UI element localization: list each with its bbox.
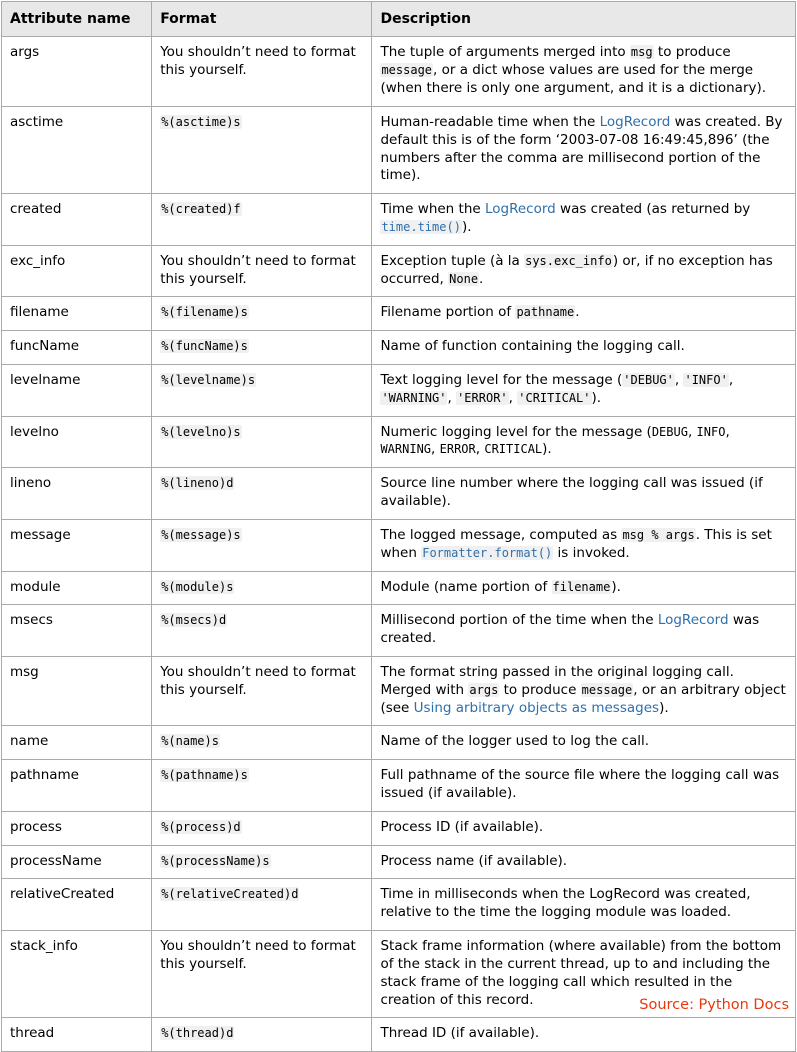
attribute-name-cell: stack_info <box>2 931 152 1018</box>
source-note: Source: Python Docs <box>639 997 789 1013</box>
inline-code: pathname <box>516 305 575 320</box>
table-body <box>2 37 796 1052</box>
description-text: , <box>674 372 684 389</box>
description-text: Name of the logger used to log the call. <box>380 733 650 750</box>
format-code: %(name)s <box>161 734 219 749</box>
format-cell <box>152 726 372 760</box>
table-row <box>2 331 796 365</box>
table-row <box>2 656 796 725</box>
description-text: Module (name portion of <box>380 578 552 595</box>
format-cell <box>152 811 372 845</box>
attribute-name-cell: msecs <box>2 605 152 657</box>
description-cell <box>372 760 796 812</box>
description-cell <box>372 106 796 193</box>
inline-code: message <box>581 682 633 697</box>
attribute-name-cell: filename <box>2 297 152 331</box>
format-cell <box>152 571 372 605</box>
description-text: Stack frame information (where available) from the bottom of the stack in the current thread, up to and including the stack frame of the logging call which resulted in the creation of this record. <box>380 938 782 1008</box>
description-text: , <box>725 423 730 440</box>
column-header-format: Format <box>152 2 372 37</box>
attribute-name-cell: pathname <box>2 760 152 812</box>
inline-code: message <box>381 63 433 78</box>
format-code: %(lineno)d <box>161 476 234 491</box>
description-text: Exception tuple (à la <box>380 252 525 269</box>
description-text: Text logging level for the message ( <box>380 372 623 389</box>
attribute-name-cell: funcName <box>2 331 152 365</box>
description-cell <box>372 331 796 365</box>
format-note: You shouldn’t need to format this yourself. <box>160 663 356 698</box>
description-text: ). <box>659 699 669 716</box>
table-row <box>2 605 796 657</box>
description-cell <box>372 726 796 760</box>
description-text: , or a dict whose values are used for the merge (when there is only one argument, and it is a dictionary). <box>380 62 767 97</box>
format-code: %(levelname)s <box>161 373 256 388</box>
description-text: . This is set when <box>380 526 772 561</box>
table-row <box>2 37 796 106</box>
attribute-name-cell: created <box>2 194 152 246</box>
log-record-attributes-table <box>1 1 796 1052</box>
table-row <box>2 845 796 879</box>
format-note: You shouldn’t need to format this yourself. <box>160 252 356 287</box>
table-row <box>2 571 796 605</box>
description-text: to produce <box>653 44 731 61</box>
table-row <box>2 245 796 297</box>
description-cell <box>372 811 796 845</box>
description-text: Process ID (if available). <box>380 818 544 835</box>
format-cell <box>152 106 372 193</box>
description-cell <box>372 571 796 605</box>
description-text: ). <box>591 389 602 406</box>
table-row <box>2 760 796 812</box>
inline-code: msg % args <box>622 527 695 542</box>
description-text: Millisecond portion of the time when the <box>380 612 658 629</box>
attribute-name-cell: levelno <box>2 416 152 468</box>
description-text: was created. By default this is of the form ‘2003-07-08 16:49:45,896’ (the numbers after the comma are millisecond portion of the time). <box>380 113 783 184</box>
format-cell <box>152 468 372 520</box>
inline-code-plain: DEBUG <box>651 424 688 439</box>
description-text: Full pathname of the source file where the logging call was issued (if available). <box>380 767 780 802</box>
description-text: , <box>687 423 697 440</box>
inline-code: msg <box>630 45 653 60</box>
inline-code-plain: INFO <box>696 424 726 439</box>
description-text: The logged message, computed as <box>380 526 622 543</box>
format-cell <box>152 845 372 879</box>
format-code: %(msecs)d <box>161 613 227 628</box>
attribute-name-cell: module <box>2 571 152 605</box>
description-cell <box>372 365 796 417</box>
format-code: %(module)s <box>161 579 234 594</box>
format-cell <box>152 1018 372 1052</box>
format-cell <box>152 365 372 417</box>
description-text: , <box>447 389 457 406</box>
table-header <box>2 2 796 37</box>
format-note: You shouldn’t need to format this yourself. <box>160 938 356 972</box>
description-cell <box>372 1018 796 1052</box>
table-row <box>2 726 796 760</box>
description-text: ) or, if no exception has occurred, <box>380 252 773 287</box>
attribute-name-cell: args <box>2 37 152 106</box>
description-text: ). <box>461 218 472 235</box>
column-header-attribute-name: Attribute name <box>2 2 152 37</box>
format-code: %(asctime)s <box>161 114 241 129</box>
format-code: %(created)f <box>161 202 241 217</box>
description-text: Time in milliseconds when the LogRecord was created, relative to the time the logging module was loaded. <box>380 886 751 921</box>
table-row <box>2 106 796 193</box>
format-cell <box>152 416 372 468</box>
description-cell <box>372 37 796 106</box>
format-cell <box>152 760 372 812</box>
format-note: You shouldn’t need to format this yourself. <box>160 44 356 79</box>
attribute-name-cell: thread <box>2 1018 152 1052</box>
description-text: Source line number where the logging call was issued (if available). <box>380 475 763 510</box>
format-code: %(pathname)s <box>161 768 248 783</box>
format-cell <box>152 519 372 571</box>
format-code: %(funcName)s <box>161 339 248 354</box>
description-text: , or an arbitrary object (see <box>380 681 786 716</box>
inline-code: None <box>449 271 479 286</box>
description-text: Time when the <box>380 201 485 218</box>
format-cell <box>152 37 372 106</box>
inline-code: 'DEBUG' <box>623 373 674 388</box>
description-text: , <box>431 441 440 458</box>
inline-code: args <box>469 682 499 697</box>
table-header-row <box>2 2 796 37</box>
attribute-name-cell: levelname <box>2 365 152 417</box>
inline-code: 'ERROR' <box>457 390 508 405</box>
doc-code-link[interactable]: time.time() <box>381 219 461 234</box>
format-cell <box>152 245 372 297</box>
inline-code-plain: WARNING <box>380 442 432 457</box>
description-cell <box>372 468 796 520</box>
description-text: . <box>575 304 580 321</box>
inline-code: filename <box>552 579 611 594</box>
description-text: Name of function containing the logging call. <box>380 338 685 355</box>
format-cell <box>152 194 372 246</box>
description-cell <box>372 879 796 931</box>
format-code: %(relativeCreated)d <box>161 887 299 902</box>
inline-code-plain: ERROR <box>439 442 476 457</box>
attribute-name-cell: msg <box>2 656 152 725</box>
format-cell <box>152 931 372 1018</box>
format-code: %(process)d <box>161 819 241 834</box>
inline-code: 'CRITICAL' <box>518 390 591 405</box>
format-code: %(levelno)s <box>161 424 241 439</box>
format-code: %(thread)d <box>161 1026 234 1041</box>
doc-link[interactable]: Using arbitrary objects as messages <box>413 699 660 716</box>
format-code: %(filename)s <box>161 305 248 320</box>
doc-link[interactable]: LogRecord <box>657 612 729 629</box>
description-text: Human-readable time when the <box>380 113 600 130</box>
table-row <box>2 811 796 845</box>
table-row <box>2 365 796 417</box>
attribute-name-cell: relativeCreated <box>2 879 152 931</box>
description-text: Process name (if available). <box>380 852 568 869</box>
inline-code: 'WARNING' <box>381 390 447 405</box>
format-cell <box>152 331 372 365</box>
format-cell <box>152 605 372 657</box>
description-text: The tuple of arguments merged into <box>380 44 630 61</box>
table-row <box>2 1018 796 1052</box>
description-cell <box>372 519 796 571</box>
format-cell <box>152 297 372 331</box>
doc-link[interactable]: LogRecord <box>599 113 671 130</box>
inline-code-plain: CRITICAL <box>484 442 543 457</box>
attribute-name-cell: message <box>2 519 152 571</box>
format-code: %(processName)s <box>161 853 270 868</box>
description-text: Thread ID (if available). <box>380 1025 540 1042</box>
attribute-name-cell: name <box>2 726 152 760</box>
description-cell <box>372 656 796 725</box>
column-header-description: Description <box>372 2 796 37</box>
table-row <box>2 519 796 571</box>
description-cell <box>372 245 796 297</box>
format-code: %(message)s <box>161 527 241 542</box>
description-cell <box>372 416 796 468</box>
description-text: , <box>475 441 485 458</box>
description-text: Numeric logging level for the message ( <box>380 423 652 440</box>
attribute-name-cell: process <box>2 811 152 845</box>
description-text: The format string passed in the original logging call. Merged with <box>380 663 734 698</box>
doc-code-link[interactable]: Formatter.format() <box>422 545 553 560</box>
table-row <box>2 297 796 331</box>
format-cell <box>152 656 372 725</box>
description-text: is invoked. <box>553 544 630 561</box>
inline-code: sys.exc_info <box>525 253 612 268</box>
table-row <box>2 416 796 468</box>
table-row <box>2 879 796 931</box>
description-text: Filename portion of <box>380 304 516 321</box>
description-cell <box>372 297 796 331</box>
attribute-name-cell: exc_info <box>2 245 152 297</box>
description-text: to produce <box>499 681 581 698</box>
table-row <box>2 194 796 246</box>
format-cell <box>152 879 372 931</box>
description-text: . <box>479 270 484 287</box>
description-text: was created (as returned by <box>555 201 751 218</box>
doc-link[interactable]: LogRecord <box>484 201 556 218</box>
description-text: ). <box>542 441 552 458</box>
description-cell <box>372 194 796 246</box>
attribute-name-cell: asctime <box>2 106 152 193</box>
description-text: , <box>728 372 734 389</box>
description-text: was created. <box>380 612 760 647</box>
attribute-name-cell: processName <box>2 845 152 879</box>
table-row <box>2 468 796 520</box>
description-cell <box>372 845 796 879</box>
description-text: , <box>508 389 518 406</box>
inline-code: 'INFO' <box>684 373 728 388</box>
description-cell <box>372 605 796 657</box>
description-text: ). <box>611 578 621 595</box>
attribute-name-cell: lineno <box>2 468 152 520</box>
